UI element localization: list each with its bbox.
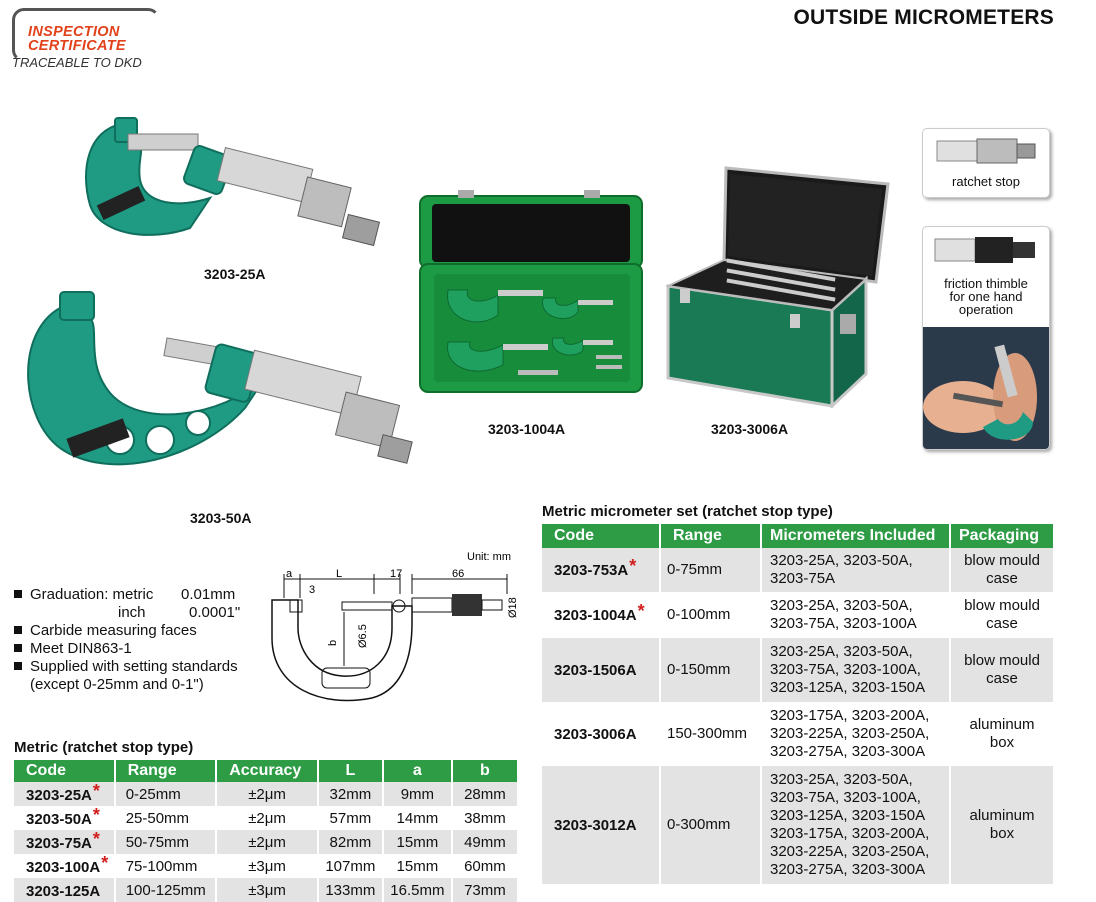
code-cell: 3203-125A — [14, 878, 115, 902]
code-cell: 3203-25A* — [14, 782, 115, 806]
traceable-text: TRACEABLE TO DKD — [12, 55, 142, 70]
code-cell: 3203-3012A — [542, 766, 660, 884]
diagram-17: 17 — [390, 568, 403, 580]
bullet-icon — [14, 644, 22, 652]
set-table-title: Metric micrometer set (ratchet stop type) — [542, 503, 833, 520]
table-row: 3203-1004A* 0-100mm 3203-25A, 3203-50A, 3203-75A, 3203-100A blow mould case — [542, 592, 1053, 638]
ratchet-stop-inset — [922, 128, 1050, 198]
set-table — [542, 524, 1053, 884]
friction-caption-line1: friction thimble — [944, 276, 1028, 291]
set-table-header — [542, 524, 1053, 548]
product-label-1004: 3203-1004A — [488, 421, 566, 437]
col-a: a — [383, 760, 452, 782]
col-b: b — [452, 760, 517, 782]
dimension-diagram — [262, 548, 522, 708]
col-packaging: Packaging — [950, 524, 1053, 548]
code-cell: 3203-3006A — [542, 702, 660, 766]
product-label-3006: 3203-3006A — [711, 421, 789, 437]
diagram-65: Ø6.5 — [357, 624, 369, 648]
friction-thimble-icon — [931, 233, 1041, 267]
friction-caption-line2: for one hand — [949, 289, 1023, 304]
certificate-line2: CERTIFICATE — [28, 38, 126, 54]
table-row: 3203-3012A 0-300mm 3203-25A, 3203-50A, 3203-75A, 3203-100A, 3203-125A, 3203-150A 3203-175A, 3203-200A, 3203-225A, 3203-250A, 3203-275A, 3203-300A aluminum box — [542, 766, 1053, 884]
table-row: 3203-125A 100-125mm ±3μm 133mm 16.5mm 73mm — [14, 878, 517, 902]
packaging-cell: blow mould case — [950, 548, 1053, 592]
friction-caption-line3: operation — [958, 302, 1014, 317]
col-included: Micrometers Included — [761, 524, 950, 548]
col-range: Range — [660, 524, 761, 548]
ratchet-stop-caption: ratchet stop — [952, 174, 1020, 189]
packaging-cell: blow mould case — [950, 638, 1053, 702]
metric-table-title: Metric (ratchet stop type) — [14, 739, 194, 756]
diagram-3: 3 — [309, 584, 316, 596]
table-row: 3203-50A* 25-50mm ±2μm 57mm 14mm 38mm — [14, 806, 517, 830]
feature-din: Meet DIN863-1 — [14, 640, 240, 658]
table-row: 3203-3006A 150-300mm 3203-175A, 3203-200A, 3203-225A, 3203-250A, 3203-275A, 3203-300A aluminum box — [542, 702, 1053, 766]
table-row: 3203-1506A 0-150mm 3203-25A, 3203-50A, 3203-75A, 3203-100A, 3203-125A, 3203-150A blow mould case — [542, 638, 1053, 702]
metric-table-header — [14, 760, 517, 782]
diagram-66: 66 — [452, 568, 465, 580]
included-cell: 3203-25A, 3203-50A, 3203-75A, 3203-100A — [761, 592, 950, 638]
packaging-cell: blow mould case — [950, 592, 1053, 638]
packaging-cell: aluminum box — [950, 766, 1053, 884]
feature-setting-standards: Supplied with setting standards — [14, 658, 240, 676]
diagram-L: L — [336, 568, 343, 580]
diagram-b: b — [327, 639, 339, 646]
micrometer-25-image — [70, 110, 390, 260]
metric-table — [14, 760, 517, 902]
packaging-cell: aluminum box — [950, 702, 1053, 766]
table-row: 3203-753A* 0-75mm 3203-25A, 3203-50A, 3203-75A blow mould case — [542, 548, 1053, 592]
code-cell: 3203-75A* — [14, 830, 115, 854]
feature-graduation-inch: inch 0.0001" — [118, 604, 241, 621]
table-row: 3203-100A* 75-100mm ±3μm 107mm 15mm 60mm — [14, 854, 517, 878]
table-row: 3203-25A* 0-25mm ±2μm 32mm 9mm 28mm — [14, 782, 517, 806]
included-cell: 3203-175A, 3203-200A, 3203-225A, 3203-250A, 3203-275A, 3203-300A — [761, 702, 950, 766]
code-cell: 3203-753A* — [542, 548, 660, 592]
bullet-icon — [14, 626, 22, 634]
code-cell: 3203-1506A — [542, 638, 660, 702]
certificate-line1: INSPECTION — [28, 24, 120, 40]
micrometer-set-case-image — [418, 190, 644, 395]
product-label-25: 3203-25A — [204, 266, 266, 282]
col-code: Code — [14, 760, 115, 782]
feature-graduation: Graduation: metric 0.01mm — [14, 586, 240, 604]
hand-operation-photo — [923, 327, 1049, 449]
feature-carbide: Carbide measuring faces — [14, 622, 240, 640]
feature-list — [14, 586, 240, 694]
bullet-icon — [14, 662, 22, 670]
aluminum-box-image — [666, 164, 890, 408]
included-cell: 3203-25A, 3203-50A, 3203-75A, 3203-100A, 3203-125A, 3203-150A 3203-175A, 3203-200A, 3203-225A, 3203-250A, 3203-275A, 3203-300A — [761, 766, 950, 884]
diagram-a: a — [286, 568, 293, 580]
bullet-icon — [14, 590, 22, 598]
included-cell: 3203-25A, 3203-50A, 3203-75A, 3203-100A, 3203-125A, 3203-150A — [761, 638, 950, 702]
table-row: 3203-75A* 50-75mm ±2μm 82mm 15mm 49mm — [14, 830, 517, 854]
code-cell: 3203-50A* — [14, 806, 115, 830]
col-code: Code — [542, 524, 660, 548]
col-range: Range — [115, 760, 217, 782]
diagram-18: Ø18 — [507, 597, 519, 618]
product-label-50: 3203-50A — [190, 510, 252, 526]
diagram-unit: Unit: mm — [467, 551, 511, 563]
feature-setting-standards-note: (except 0-25mm and 0-1") — [30, 676, 204, 693]
code-cell: 3203-1004A* — [542, 592, 660, 638]
code-cell: 3203-100A* — [14, 854, 115, 878]
micrometer-50-image — [20, 288, 420, 478]
included-cell: 3203-25A, 3203-50A, 3203-75A — [761, 548, 950, 592]
col-accuracy: Accuracy — [216, 760, 318, 782]
ratchet-stop-icon — [933, 137, 1041, 165]
col-L: L — [318, 760, 383, 782]
page-title: OUTSIDE MICROMETERS — [793, 6, 1054, 29]
friction-thimble-inset — [922, 226, 1050, 450]
